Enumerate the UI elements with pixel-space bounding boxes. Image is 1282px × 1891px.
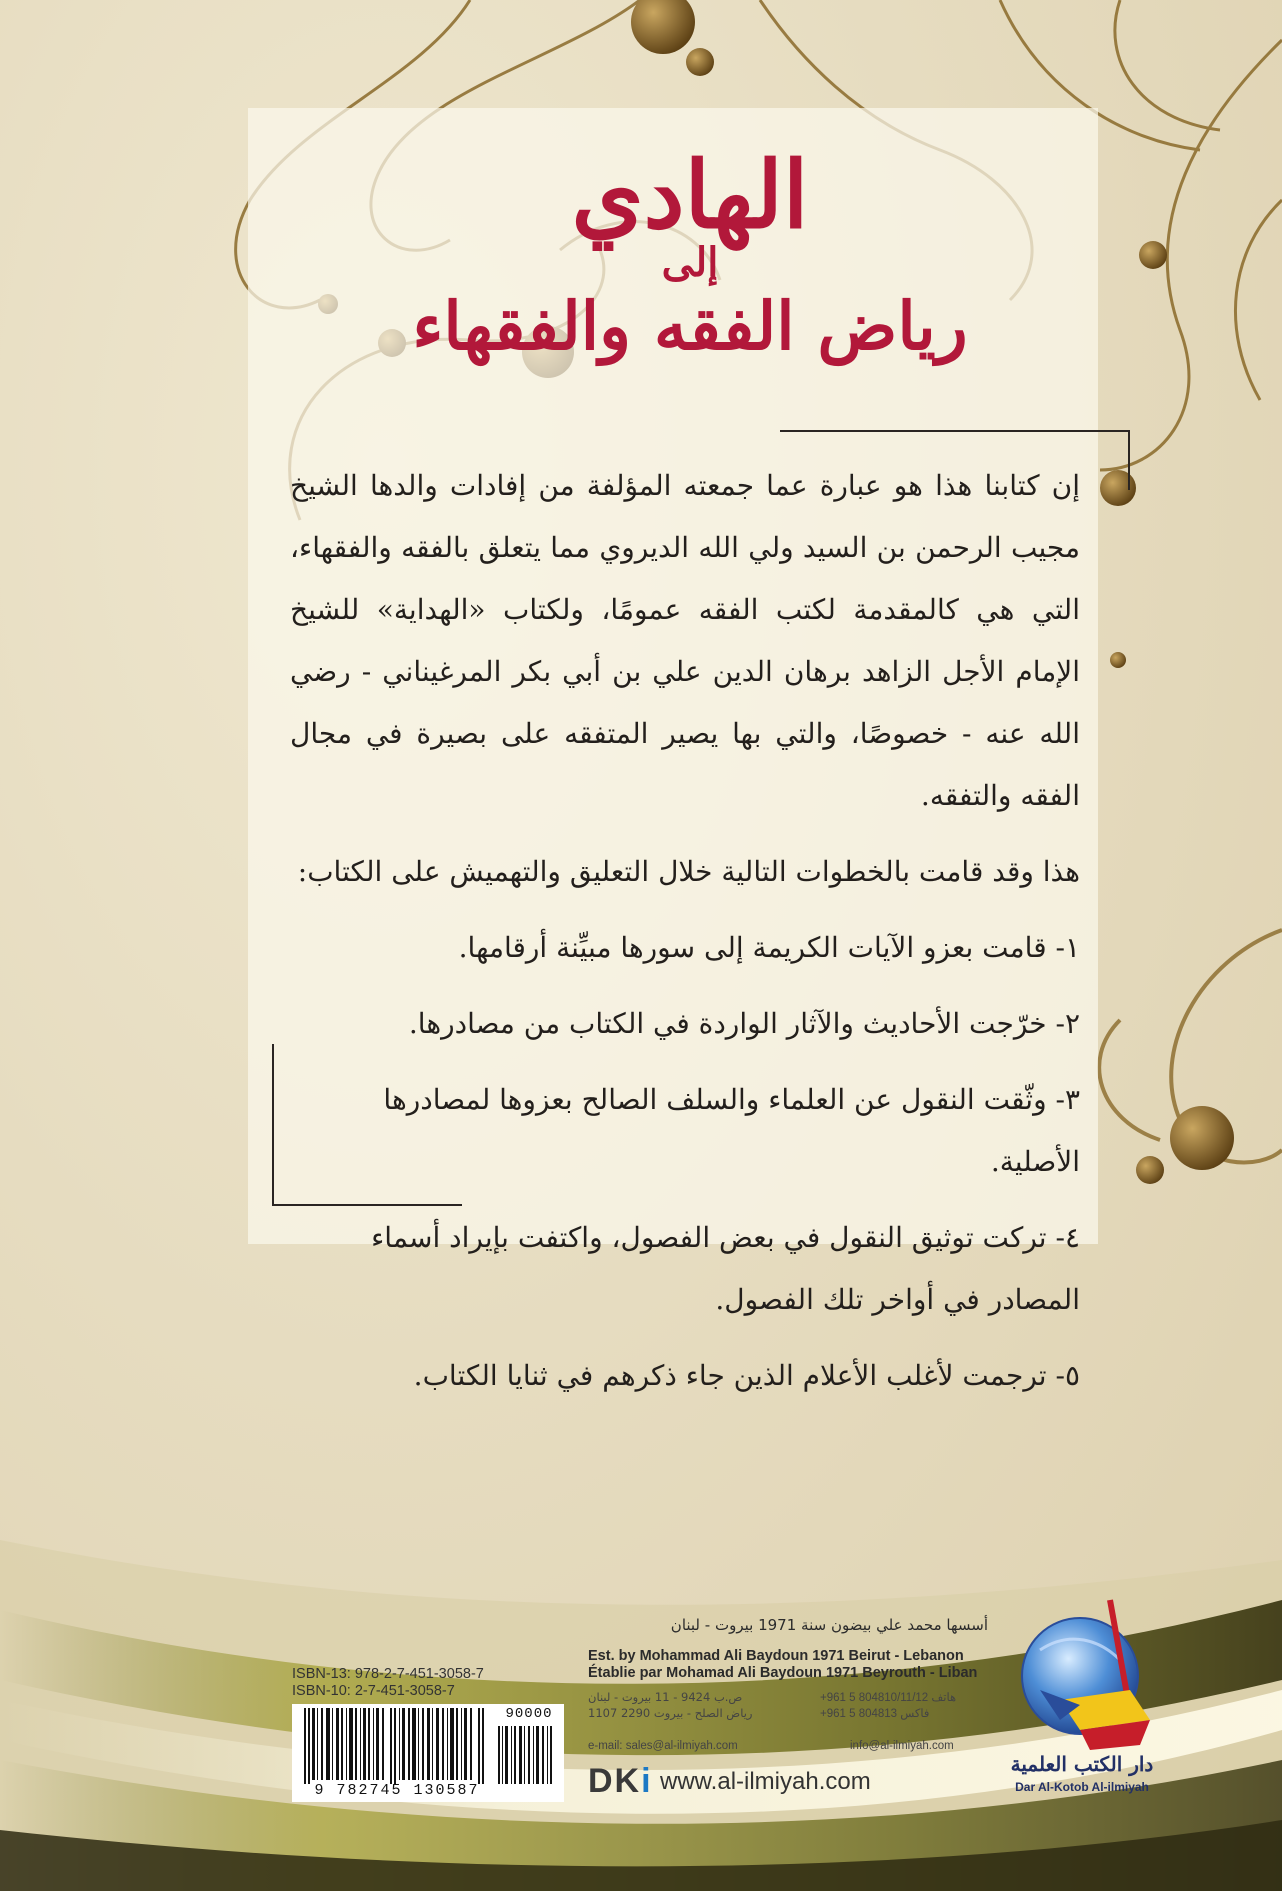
step-2: ٢- خرّجت الأحاديث والآثار الواردة في الكتاب من مصادرها. [408,1007,1080,1040]
step-1: ١- قامت بعزو الآيات الكريمة إلى سورها مبيِّنة أرقامها. [458,931,1080,964]
publisher-email-info: info@al-ilmiyah.com [850,1740,954,1752]
title-connector: إلى [661,239,719,286]
isbn-10: ISBN-10: 2-7-451-3058-7 [292,1683,455,1699]
publisher-name-ar: دار الكتب العلمية [1010,1752,1154,1776]
step-5: ٥- ترجمت لأغلب الأعلام الذين جاء ذكرهم في ثنايا الكتاب. [413,1359,1080,1392]
publisher-est-fr: Établie par Mohamad Ali Baydoun 1971 Beyrouth - Liban [588,1665,978,1681]
publisher-est-en: Est. by Mohammad Ali Baydoun 1971 Beirut - Lebanon [588,1648,964,1664]
publisher-est-ar: أسسها محمد علي بيضون سنة 1971 بيروت - لبنان [670,1616,988,1634]
publisher-phone: +961 5 804810/11/12 هاتف [820,1692,957,1704]
publisher-email-sales: e-mail: sales@al-ilmiyah.com [588,1740,738,1752]
publisher-fax: +961 5 804813 فاكس [820,1708,930,1720]
step-4: ٤- تركت توثيق النقول في بعض الفصول، واكتفت بإيراد أسماء المصادر في أواخر تلك الفصول. [371,1221,1080,1316]
publisher-street: رياض الصلح - بيروت 2290 1107 [588,1706,753,1720]
barcode [292,1704,564,1802]
isbn-13: ISBN-13: 978-2-7-451-3058-7 [292,1666,484,1682]
book-title [380,140,1000,366]
frame-line-bottom-vertical [272,1044,274,1206]
title-main: الهادي [571,141,809,249]
publisher-pobox: ص.ب 9424 - 11 بيروت - لبنان [588,1690,743,1704]
step-3: ٣- وثّقت النقول عن العلماء والسلف الصالح بعزوها لمصادرها الأصلية. [383,1083,1080,1178]
blurb-intro: إن كتابنا هذا هو عبارة عما جمعته المؤلفة من إفادات والدها الشيخ مجيب الرحمن بن السيد ولي الله الديروي مما يتعلق بالفقه والفقهاء، التي هي كالمقدمة لكتب الفقه عمومًا، ولكتاب «الهداية» للشيخ الإمام الأجل الزاهد برهان الدين علي بن أبي بكر المرغيناني - رضي الله عنه - خصوصًا، والتي بها يصير المتفقه على بصيرة في مجال الفقه والتفقه. [290,469,1080,812]
steps-intro: هذا وقد قامت بالخطوات التالية خلال التعليق والتهميش على الكتاب: [297,855,1080,888]
blurb [290,455,1080,1407]
publisher-est-en-fr [588,1648,977,1682]
title-sub: رياض الفقه والفقهاء [412,287,968,365]
barcode-addon: 90000 [505,1706,553,1722]
frame-line-top-vertical [1128,430,1130,490]
barcode-digits: 9 782745 130587 [314,1782,480,1799]
dki-i-letter: i [641,1762,653,1800]
dki-text: DKi [588,1762,653,1800]
publisher-name-en: Dar Al-Kotob Al-ilmiyah [1015,1780,1149,1794]
dki-brand [588,1762,653,1801]
isbn-block [292,1666,572,1700]
publisher-website[interactable]: www.al-ilmiyah.com [660,1768,871,1795]
frame-line-top [780,430,1130,432]
